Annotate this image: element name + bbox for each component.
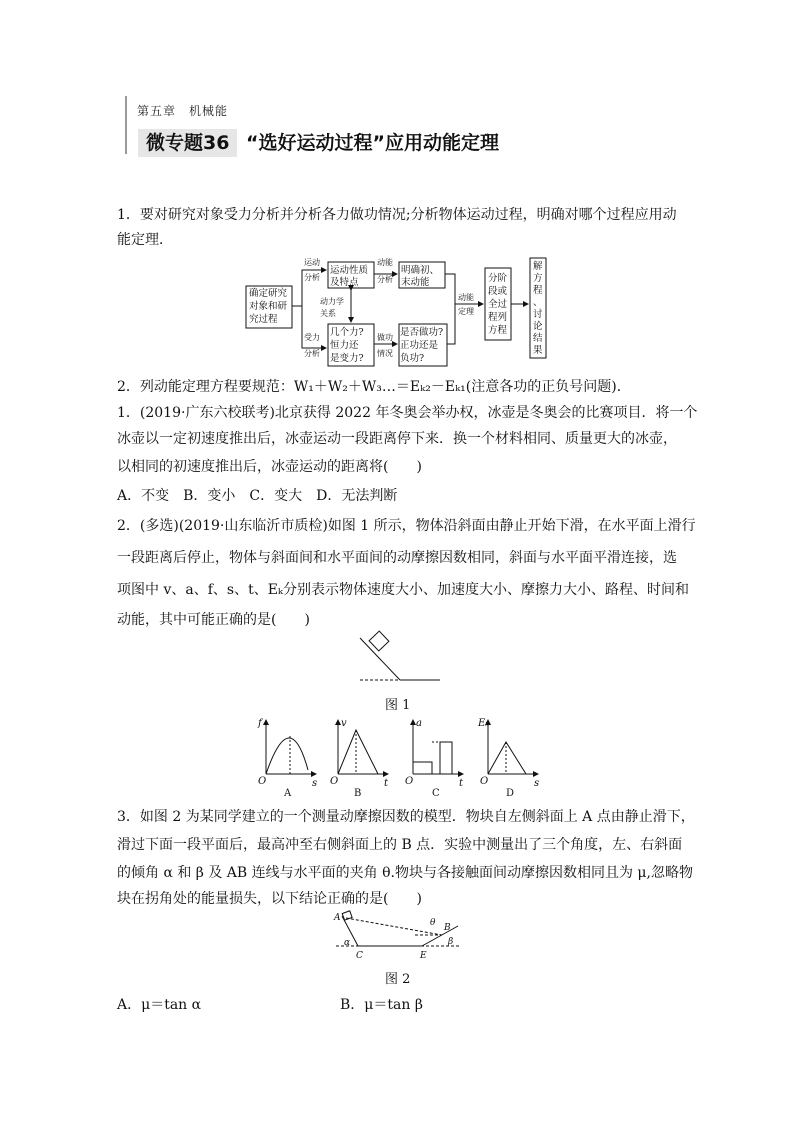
graph-c-step2 [440,742,452,774]
graph-a-curve [266,738,308,774]
q3-line4: 块在拐角处的能量损失，以下结论正确的是( ) [117,891,422,907]
q2-line1: 2．(多选)(2019·山东临沂市质检)如图 1 所示，物体沿斜面由静止开始下滑，在水平面上滑行 [117,518,696,534]
q1-line1: 1．(2019·广东六校联考)北京获得 2022 年冬奥会举办权，冰壶是冬奥会的比赛项目．将一个 [117,405,698,421]
graph-d-origin: O [480,776,489,787]
flow-work-l3: 负功? [400,353,425,364]
flow-stage-l3: 全过 [488,299,508,310]
graph-b-ylabel: v [341,718,347,729]
graph-a-ylabel: f [258,718,262,729]
fig2-label-beta: β [448,937,454,947]
intro-point1-line2: 能定理． [117,232,173,248]
flow-work-l2: 正功还是 [400,340,439,351]
intro-point2: 2．列动能定理方程要规范：W₁＋W₂＋W₃…＝Eₖ₂－Eₖ₁(注意各功的正负号问题)． [117,379,631,395]
flow-top-label-l1: 运动 [304,258,320,267]
flow-force-l2: 恒力还 [330,340,359,351]
page-title: “选好运动过程”应用动能定理 [246,132,499,154]
flow-stage-l2: 段或 [488,286,508,297]
figure2-friction-model [330,908,470,964]
q3-line3: 的倾角 α 和 β 及 AB 连线与水平面的夹角 θ.物块与各接触面间动摩擦因数相同且为 μ,忽略物 [117,865,693,881]
flow-theorem-label-l1: 动能 [458,293,474,302]
graph-a-axes [266,720,316,774]
chapter-label: 第五章 机械能 [137,104,229,118]
q1-line3: 以相同的初速度推出后，冰壶运动的距离将( ) [117,459,422,475]
flow-solve-c5: 讨 [533,309,543,320]
graph-d-line [488,742,526,774]
fig2-label-A: A [334,913,341,923]
graph-b-line [338,730,378,774]
q2-option-graphs [250,714,550,798]
flow-solve-c7: 结 [533,333,543,344]
graph-b-letter: B [354,788,362,798]
flow-stage-l5: 方程 [488,325,508,336]
flow-work-l1: 是否做功? [400,327,444,338]
graph-d-axes [488,720,538,774]
flow-ek-l2: 末动能 [401,277,430,288]
graph-c-origin: O [405,776,414,787]
flow-solve-c1: 解 [533,261,543,272]
flow-stage-l1: 分阶 [488,273,508,284]
q2-line2: 一段距离后停止，物体与斜面间和水平面间的动摩擦因数相同，斜面与水平面平滑连接，选 [117,550,677,566]
flow-motion-l1: 运动性质 [330,265,369,276]
graph-a-letter: A [284,788,292,798]
graph-d-ylabel: Eₖ [478,718,489,729]
graph-c-ylabel: a [416,718,422,729]
q1-line2: 冰壶以一定初速度推出后，冰壶运动一段距离停下来．换一个材料相同、质量更大的冰壶， [117,431,677,447]
flow-top-label-l2: 分析 [304,273,320,282]
graph-b-origin: O [330,776,339,787]
block-shape [369,631,389,651]
fig2-label-E: E [420,951,427,961]
flow-solve-c6: 论 [533,321,543,332]
flow-energy-label-l2: 分析 [377,275,393,284]
fig2-label-theta: θ [430,918,436,928]
flow-solve-c3: 程 [533,285,543,296]
graph-c-step1 [413,762,432,774]
flow-start-l3: 究过程 [249,314,278,325]
q2-line4: 动能，其中可能正确的是( ) [117,612,310,628]
flow-force-label-l2: 分析 [304,349,320,358]
flow-ek-l1: 明确初、 [401,265,440,276]
flow-force-label-l1: 受力 [304,333,320,342]
flow-work-label-l1: 做功 [377,333,393,342]
fig2-label-B: B [444,923,451,933]
flow-solve-c8: 果 [533,345,543,356]
q1-options: A．不变 B．变小 C．变大 D．无法判断 [117,488,398,504]
graph-b-xlabel: t [384,778,389,789]
flow-link-label-l2: 关系 [320,309,336,318]
graph-c-xlabel: t [459,778,464,789]
header-bar [125,96,127,154]
flow-energy-label-l1: 动能 [377,258,393,267]
graph-c-letter: C [432,788,440,798]
q3-line1: 3．如图 2 为某同学建立的一个测量动摩擦因数的模型．物块自左侧斜面上 A 点由静止滑下， [117,809,695,825]
q3-line2: 滑过下面一段平面后，最高冲至右侧斜面上的 B 点．实验中测量出了三个角度，左、右斜面 [117,837,683,853]
fig2-label-C: C [356,951,363,961]
flow-motion-l2: 及特点 [330,277,359,288]
flow-stage-l4: 程列 [488,312,508,323]
flow-theorem-label-l2: 定理 [458,307,474,316]
flow-link-label-l1: 动力学 [320,297,344,306]
flow-work-label-l2: 情况 [377,349,393,358]
flow-force-l1: 几个力? [330,327,364,338]
figure1-caption: 图 1 [385,698,411,713]
fig2-ab-line [346,918,442,935]
graph-d-letter: D [506,788,515,798]
q2-line3: 项图中 v、a、f、s、t、Eₖ分别表示物体速度大小、加速度大小、摩擦力大小、路程、时间和 [117,582,690,598]
q3-option-a: A．μ＝tan α [117,997,202,1013]
flow-solve-c2: 方 [533,273,543,284]
method-flowchart [240,256,560,368]
figure2-caption: 图 2 [385,972,411,987]
intro-point1-line1: 1．要对研究对象受力分析并分析各力做功情况;分析物体运动过程，明确对哪个过程应用动 [117,207,677,223]
q3-option-b: B．μ＝tan β [340,997,423,1013]
flow-force-l3: 是变力? [330,353,364,364]
graph-d-xlabel: s [534,778,540,789]
flow-start-l2: 对象和研 [249,301,288,312]
graph-a-origin: O [258,776,267,787]
figure1-incline [340,630,450,690]
graph-a-xlabel: s [312,778,318,789]
topic-badge: 微专题36 [138,129,237,157]
fig2-label-alpha: α [344,938,351,948]
fig2-block [342,911,352,920]
flow-solve-c4: 、 [533,297,543,308]
flow-start-l1: 确定研究 [249,288,288,299]
